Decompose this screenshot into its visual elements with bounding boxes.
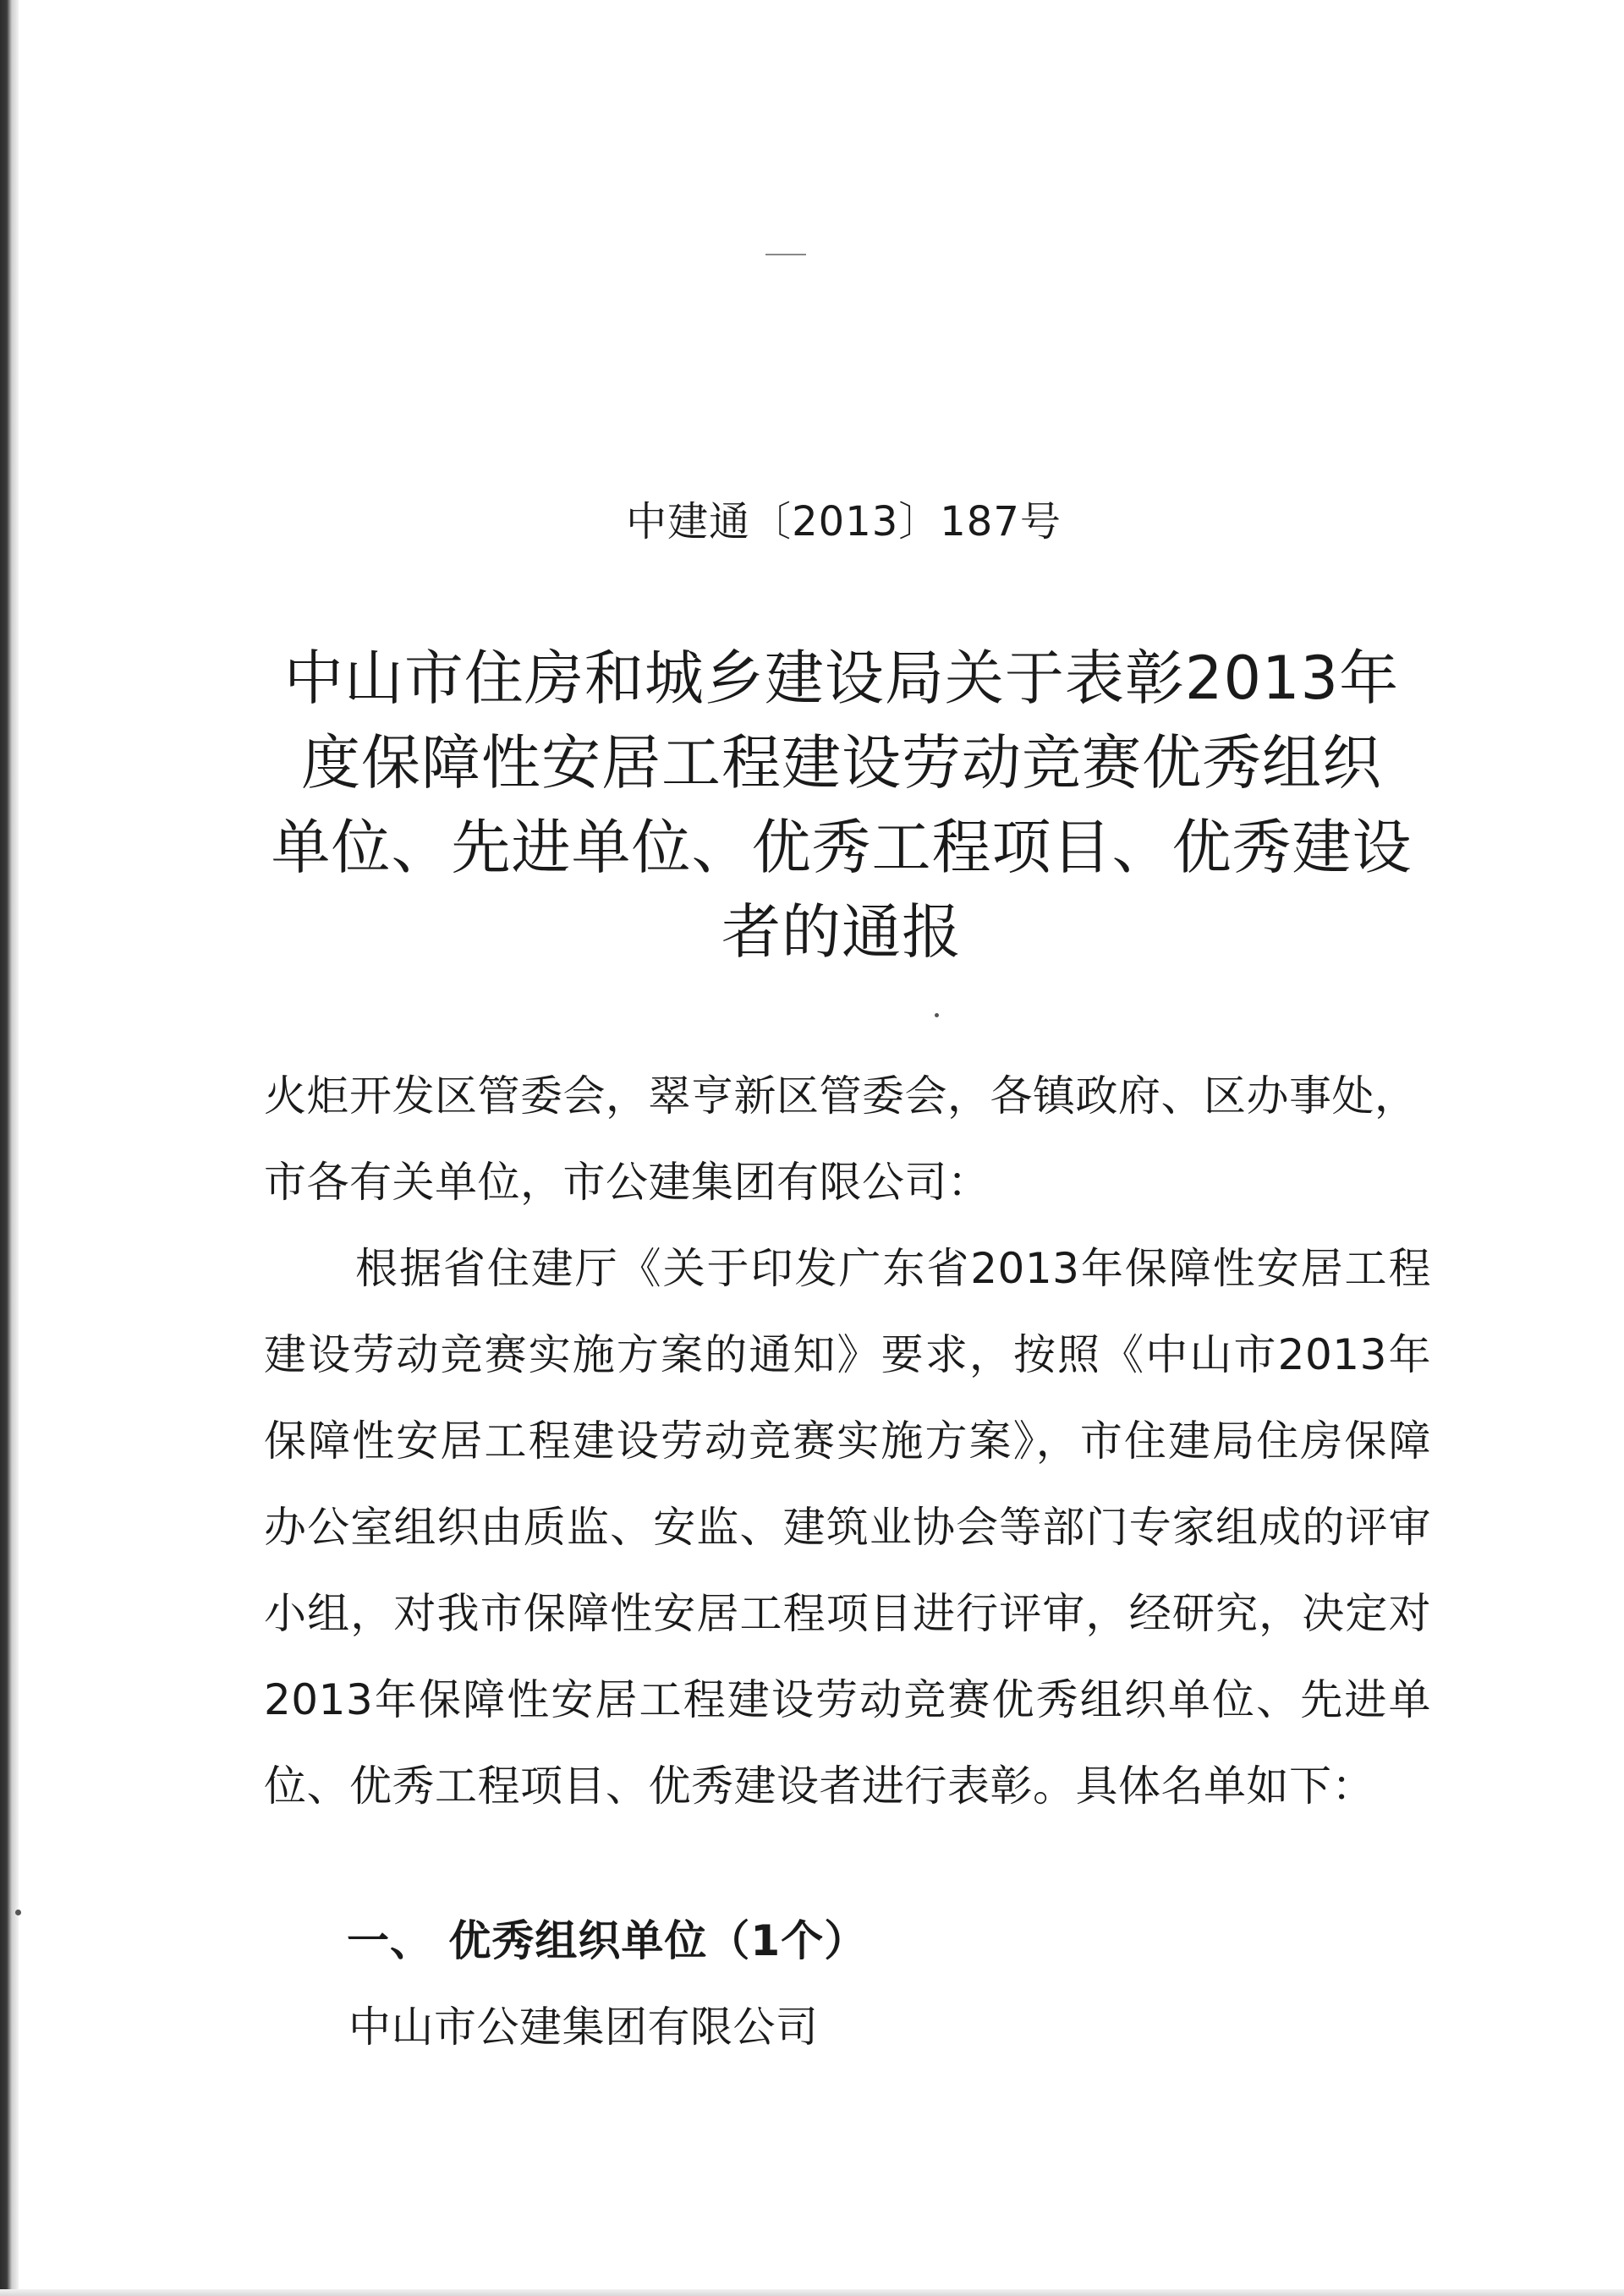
- body-paragraph: 根据省住建厅《关于印发广东省2013年保障性安居工程建设劳动竞赛实施方案的通知》要求，按照《中山市2013年保障性安居工程建设劳动竞赛实施方案》，市住建局住房保障办公室组织由质监、安监、建筑业协会等部门专家组成的评审小组，对我市保障性安居工程项目进行评审，经研究，决定对2013年保障性安居工程建设劳动竞赛优秀组织单位、先进单位、优秀工程项目、优秀建设者进行表彰。具体名单如下：: [264, 1244, 1431, 1811]
- scan-speck: [935, 1013, 939, 1017]
- scan-edge-bottom: [0, 2289, 1624, 2296]
- scan-speck: [15, 1910, 21, 1915]
- document-number: 中建通〔2013〕187号: [626, 498, 1062, 545]
- title-line: 者的通报: [721, 897, 962, 967]
- title-line: 度保障性安居工程建设劳动竞赛优秀组织: [301, 728, 1382, 797]
- section-heading: 一、 优秀组织单位（1个）: [347, 1916, 868, 1965]
- scan-edge-left: [0, 0, 19, 2296]
- list-item: 中山市公建集团有限公司: [348, 2003, 819, 2052]
- document-title: [262, 636, 1421, 974]
- title-line: 中山市住房和城乡建设局关于表彰2013年: [283, 644, 1400, 713]
- top-mark: [765, 254, 806, 255]
- title-line: 单位、先进单位、优秀工程项目、优秀建设: [271, 813, 1413, 882]
- recipients: 火炬开发区管委会，翠亨新区管委会，各镇政府、区办事处，市各有关单位，市公建集团有限公司：: [264, 1071, 1418, 1207]
